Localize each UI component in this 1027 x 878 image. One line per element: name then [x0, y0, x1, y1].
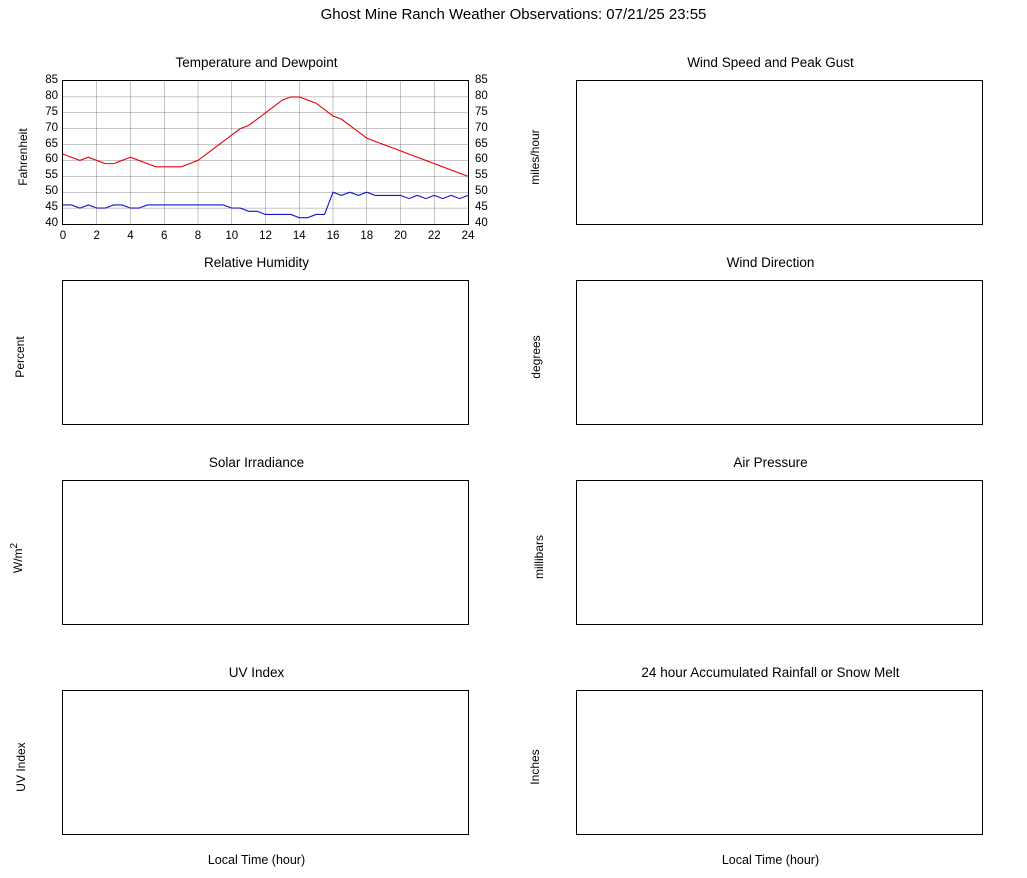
axis-label-solar-y: $W/m^2$: [9, 542, 25, 574]
y-tick-left: 40: [45, 217, 58, 229]
chart-title-pressure: Air Pressure: [733, 455, 808, 470]
y-tick-right: 45: [475, 201, 488, 214]
y-tick-right: 55: [475, 169, 488, 182]
panel-wind-speed: [514, 55, 1027, 245]
y-tick-right: 50: [475, 185, 488, 198]
panel-humidity: [0, 255, 513, 445]
y-tick-left: 50: [45, 185, 58, 198]
plot-area-temperature: [62, 80, 469, 225]
chart-title-uv: UV Index: [228, 665, 285, 680]
panel-temperature: [0, 55, 513, 245]
plot-area-humidity: [62, 280, 469, 425]
y-tick-left: 70: [45, 121, 58, 134]
panel-solar: [0, 455, 513, 645]
y-tick-left: 80: [45, 89, 58, 102]
y-tick-right: 70: [475, 121, 488, 134]
x-tick: 8: [194, 230, 202, 242]
x-tick: 4: [127, 230, 134, 242]
x-tick: 24: [461, 230, 475, 242]
y-tick-left: 60: [45, 153, 58, 166]
chart-title-temperature: Temperature and Dewpoint: [175, 55, 338, 70]
x-tick: 16: [326, 230, 340, 242]
x-tick: 2: [93, 230, 100, 242]
panel-rainfall: [514, 665, 1027, 875]
panel-wind-direction: [514, 255, 1027, 445]
plot-area-rainfall: [576, 690, 983, 835]
axis-label-pressure-y: millibars: [532, 535, 546, 580]
x-tick: 6: [161, 230, 168, 242]
axis-label-wind-direction-y: degrees: [529, 335, 543, 379]
y-tick-right: 75: [475, 105, 488, 118]
plot-area-pressure: [576, 480, 983, 625]
y-tick-right: 60: [475, 153, 488, 166]
axis-label-wind-speed-y: miles/hour: [528, 129, 542, 185]
y-tick-right: 80: [475, 89, 488, 102]
y-tick-right: 65: [475, 137, 488, 150]
x-tick: 0: [59, 230, 67, 242]
axis-label-uv-y: UV Index: [14, 742, 28, 792]
plot-area-wind-direction: [576, 280, 983, 425]
y-tick-right: 40: [475, 217, 488, 229]
y-tick-left: 75: [45, 105, 58, 118]
panel-uv: [0, 665, 513, 875]
y-tick-left: 45: [45, 201, 58, 214]
x-tick: 10: [225, 230, 239, 242]
axis-label-rainfall-x: Local Time (hour): [721, 853, 820, 867]
y-tick-right: 85: [475, 74, 488, 86]
axis-label-humidity-y: Percent: [13, 336, 27, 378]
page-title: Ghost Mine Ranch Weather Observations: 07/21/25 23:55: [320, 6, 707, 23]
plot-area-uv: [62, 690, 469, 835]
chart-title-wind-direction: Wind Direction: [726, 255, 815, 270]
chart-title-wind-speed: Wind Speed and Peak Gust: [687, 55, 854, 70]
chart-title-rainfall: 24 hour Accumulated Rainfall or Snow Melt: [641, 665, 900, 680]
x-tick: 18: [360, 230, 374, 242]
x-tick: 20: [394, 230, 407, 242]
axis-label-uv-x: Local Time (hour): [207, 853, 306, 867]
chart-title-humidity: Relative Humidity: [203, 255, 310, 270]
plot-area-wind-speed: [576, 80, 983, 225]
chart-title-solar: Solar Irradiance: [208, 455, 305, 470]
x-tick: 14: [292, 230, 306, 242]
y-tick-left: 55: [45, 169, 58, 182]
axis-label-rainfall-y: Inches: [528, 749, 542, 785]
x-tick: 22: [427, 230, 441, 242]
panel-pressure: [514, 455, 1027, 645]
y-tick-left: 85: [45, 74, 58, 86]
axis-label-temperature-y: Fahrenheit: [16, 128, 30, 186]
plot-area-solar: [62, 480, 469, 625]
y-tick-left: 65: [45, 137, 58, 150]
x-tick: 12: [259, 230, 272, 242]
